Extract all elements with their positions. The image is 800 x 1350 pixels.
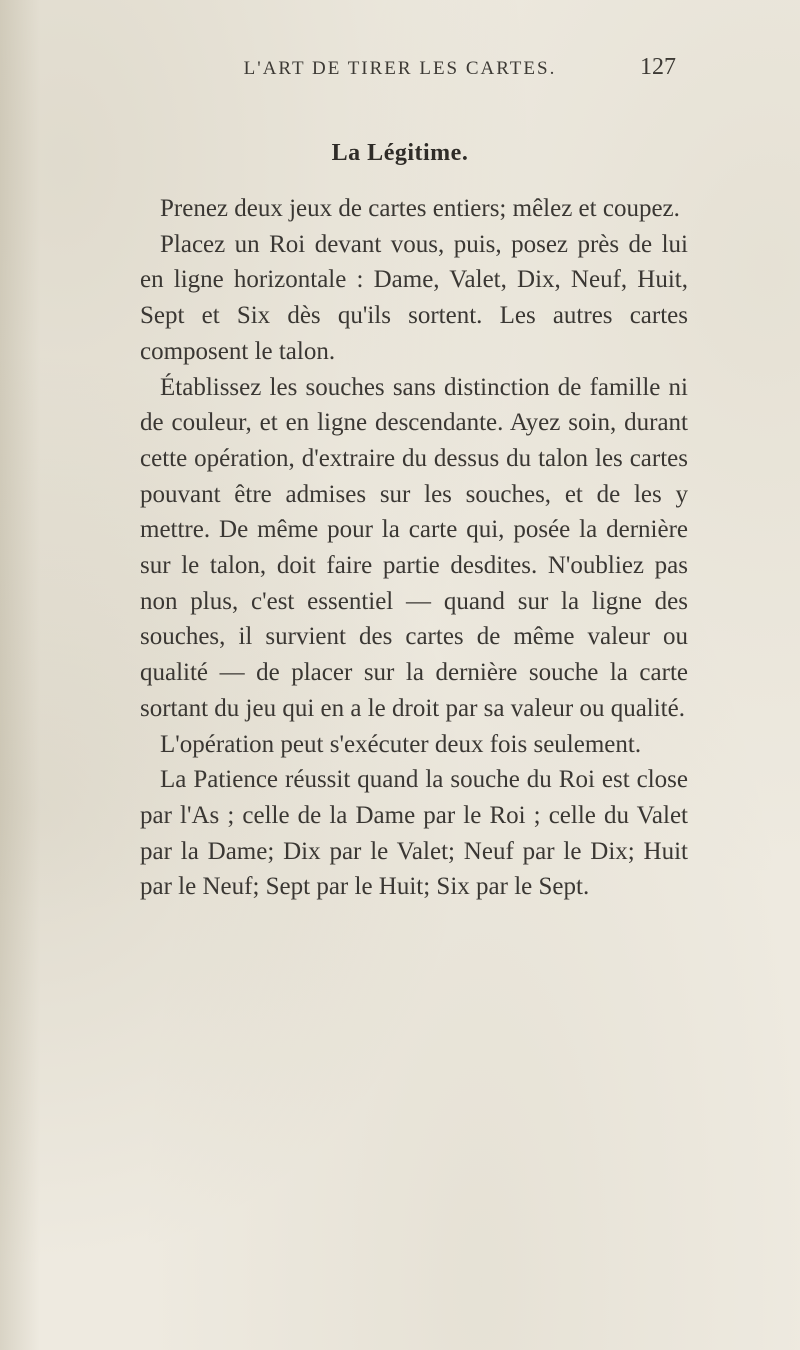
paragraph-4: L'opération peut s'exécuter deux fois seulement. bbox=[160, 730, 642, 758]
section-title: La Légitime. bbox=[331, 140, 469, 166]
body-text bbox=[140, 191, 688, 905]
page-number: 127 bbox=[640, 54, 676, 80]
paragraph-3: Établissez les souches sans distinction de famille ni de couleur, et en ligne descendante. Ayez soin, durant cette opération, d'extraire du dessus du talon les cartes pouvant être admises sur les souches, et de les y mettre. De même pour la carte qui, posée la dernière sur le talon, doit faire partie desdites. N'oubliez pas non plus, c'est essentiel — quand sur la ligne des souches, il survient des cartes de même valeur ou qualité — de placer sur la dernière souche la carte sortant du jeu qui en a le droit par sa valeur ou qualité. bbox=[140, 373, 688, 722]
paragraph-5: La Patience réussit quand la souche du Roi est close par l'As ; celle de la Dame par le Roi ; celle du Valet par la Dame; Dix par le Valet; Neuf par le Dix; Huit par le Neuf; Sept par le Huit; Six par le Sept. bbox=[140, 766, 688, 901]
running-head: L'ART DE TIRER LES CARTES. bbox=[243, 58, 557, 79]
paragraph-2: Placez un Roi devant vous, puis, posez près de lui en ligne horizontale : Dame, Valet, Dix, Neuf, Huit, Sept et Six dès qu'ils sortent. Les autres cartes composent le talon. bbox=[140, 230, 688, 365]
page-edge-stain bbox=[0, 0, 40, 1350]
paragraph-1: Prenez deux jeux de cartes entiers; mêlez et coupez. bbox=[160, 195, 680, 222]
